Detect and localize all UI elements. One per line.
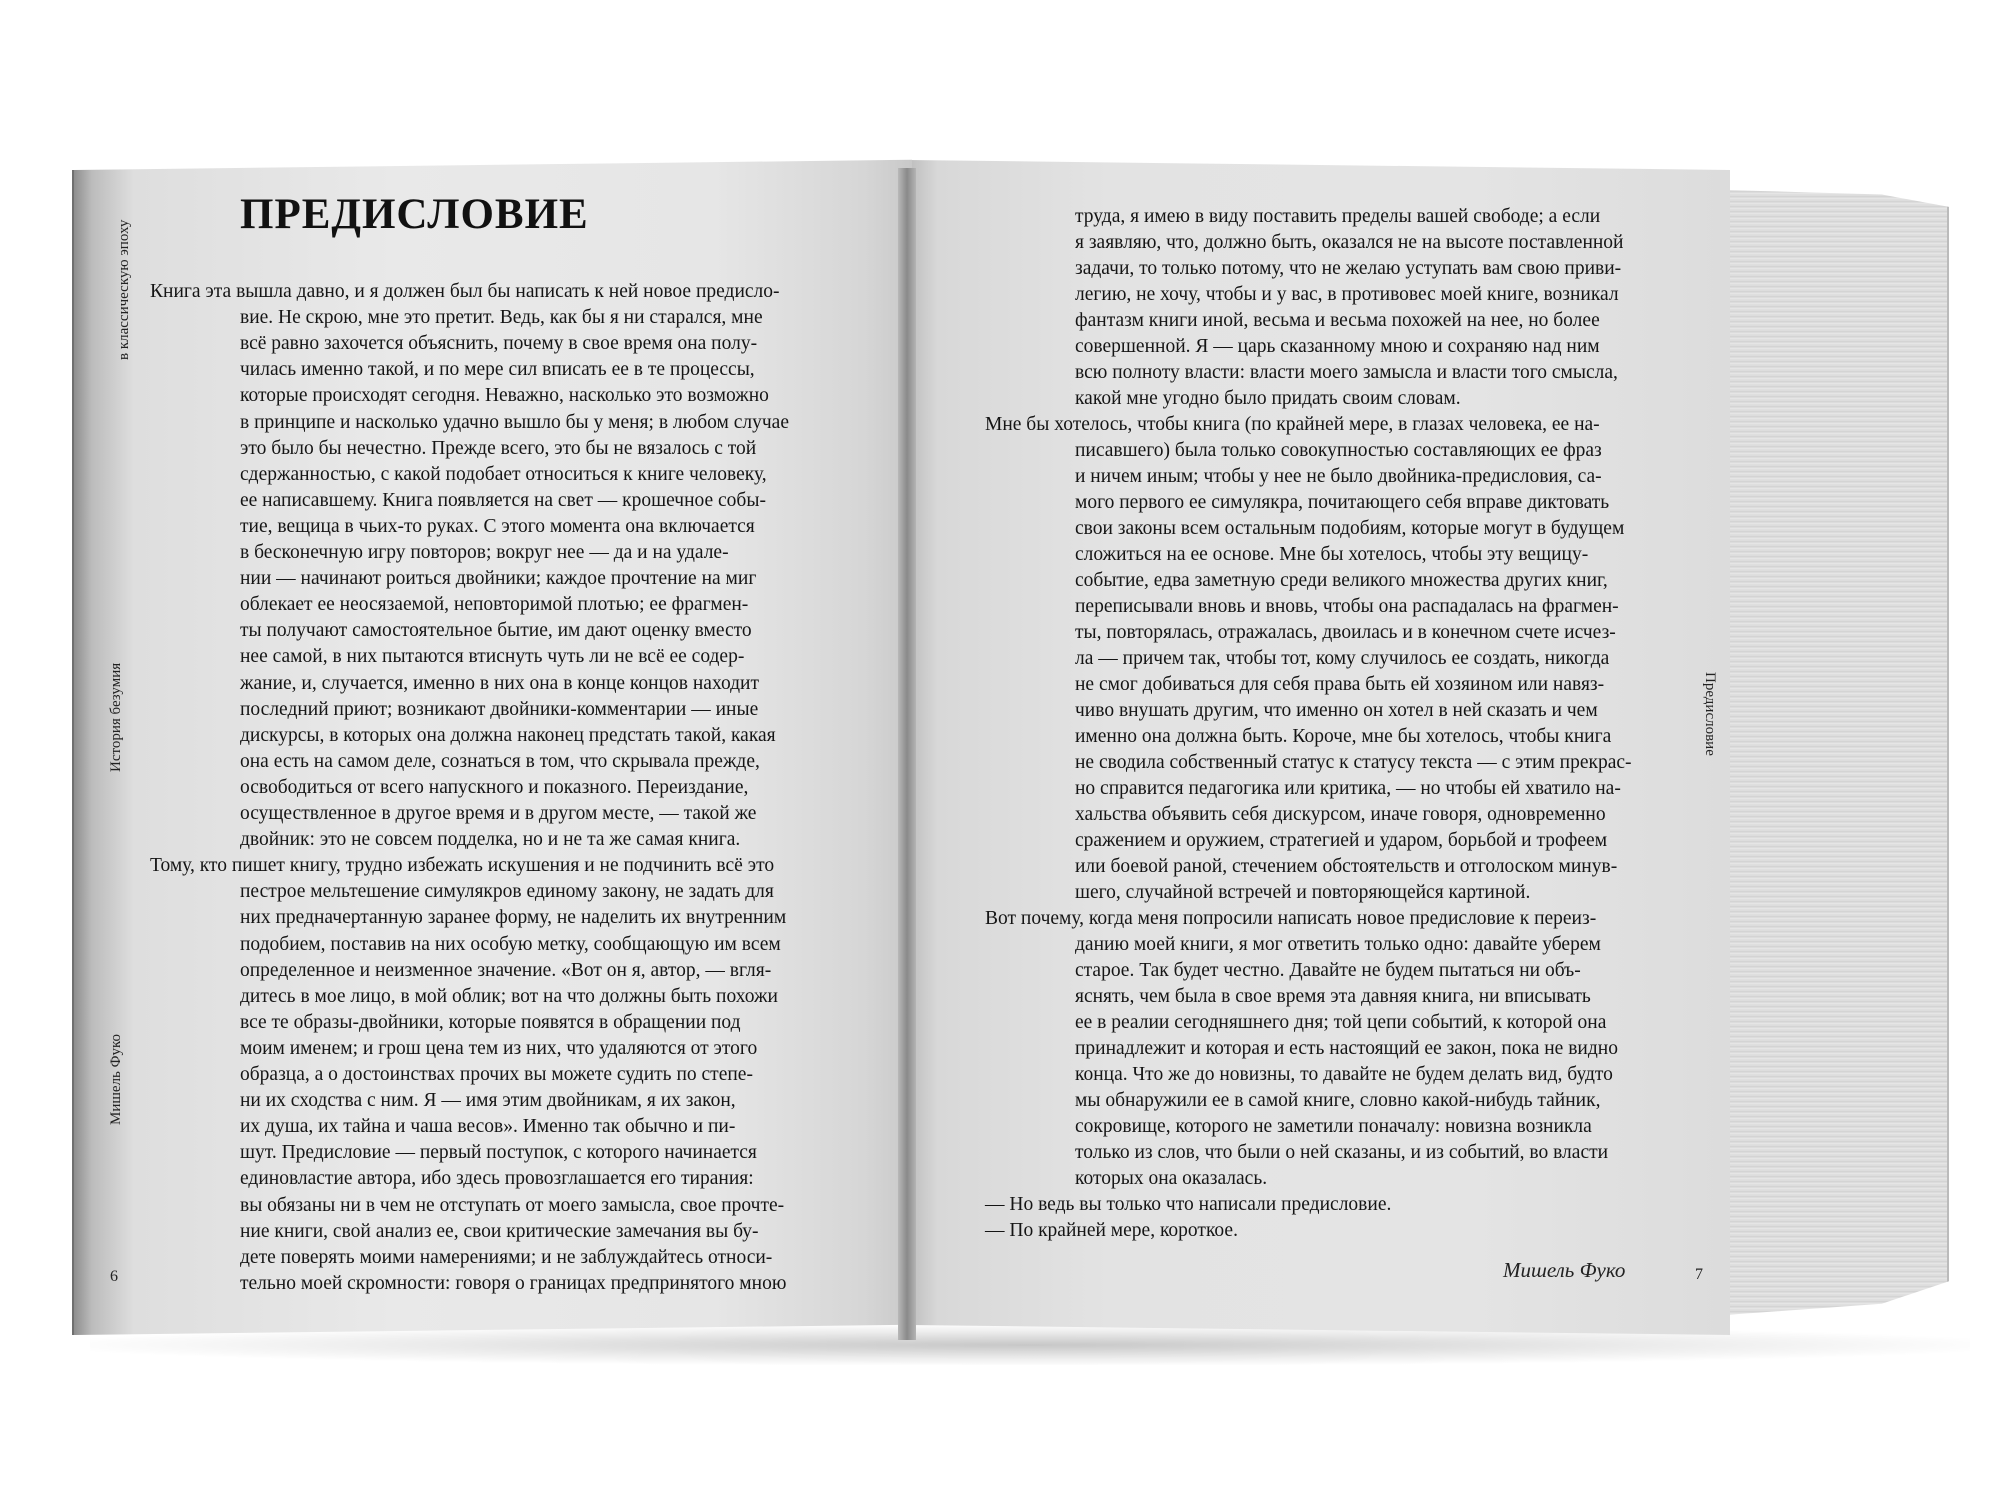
right-text-line: принадлежит и которая и есть настоящий ее закон, пока не видно — [1075, 1038, 1618, 1059]
right-text-line: только из слов, что были о ней сказаны, и из событий, во власти — [1075, 1142, 1609, 1163]
right-text-line: яснять, чем была в свое время эта давняя книга, ни вписывать — [1075, 986, 1591, 1007]
right-text-line: я заявляю, что, должно быть, оказался не на высоте поставленной — [1075, 232, 1624, 253]
right-text-line: переписывали вновь и вновь, чтобы она распадалась на фрагмен- — [1075, 596, 1619, 617]
right-text-line: конца. Что же до новизны, то давайте не будем делать вид, будто — [1075, 1064, 1613, 1085]
left-text-line: единовластие автора, ибо здесь провозглашается его тирания: — [240, 1168, 754, 1190]
right-text-line: легию, не хочу, чтобы и у вас, в противовес моей книге, возникал — [1075, 284, 1619, 305]
left-text-line: моим именем; и грош цена тем из них, что удаляются от этого — [240, 1037, 758, 1059]
left-text-line: образца, а о достоинствах прочих вы можете судить по степе- — [240, 1064, 753, 1085]
left-text-line: она есть на самом деле, сознаться в том, что скрывала прежде, — [240, 750, 760, 772]
left-text-line: это было бы нечестно. Прежде всего, это бы не вязалось с той — [240, 437, 757, 459]
left-text-line: шут. Предисловие — первый поступок, с которого начинается — [240, 1142, 757, 1164]
right-text-line: шего, случайной встречей и повторяющейся картиной. — [1075, 882, 1531, 903]
right-text-line: какой мне угодно было придать своим словам. — [1075, 388, 1461, 409]
right-text-line: которых она оказалась. — [1075, 1168, 1268, 1189]
left-text-line: в бесконечную игру повторов; вокруг нее — да и на удале- — [240, 542, 729, 563]
right-page-number: 7 — [1695, 1266, 1703, 1283]
right-text-line: старое. Так будет честно. Давайте не будем пытаться ни объ- — [1075, 960, 1581, 981]
right-text-line: ее в реалии сегодняшнего дня; той цепи событий, к которой она — [1075, 1012, 1607, 1033]
left-text-line: освободиться от всего напускного и показного. Переиздание, — [240, 776, 749, 798]
right-text-line: не сводила собственный статус к статусу текста — с этим прекрас- — [1075, 752, 1632, 773]
right-text-line: не смог добиваться для себя права быть ей хозяином или навяз- — [1075, 674, 1605, 695]
right-text-line: совершенной. Я — царь сказанному мною и сохраняю над ним — [1075, 336, 1600, 357]
right-text-line: писавшего) была только совокупностью составляющих ее фраз — [1075, 440, 1602, 461]
right-text-line: — Но ведь вы только что написали предисловие. — [985, 1194, 1392, 1215]
left-text-line: нее самой, в них пытаются втиснуть чуть ли не всё ее содер- — [240, 646, 745, 668]
left-text-line: них предначертанную заранее форму, не наделить их внутренним — [240, 907, 787, 929]
left-text-line: дете поверять моими намерениями; и не заблуждайтесь относи- — [240, 1246, 773, 1268]
left-text-line: последний приют; возникают двойники-комментарии — иные — [240, 698, 759, 720]
right-text-line: — По крайней мере, короткое. — [985, 1220, 1238, 1241]
running-head-title: История безумия — [108, 662, 124, 772]
left-text-line: которые происходят сегодня. Неважно, насколько это возможно — [240, 385, 769, 407]
right-text-line: именно она должна быть. Короче, мне бы хотелось, чтобы книга — [1075, 726, 1612, 747]
left-page-number: 6 — [110, 1268, 118, 1285]
right-text-line: и ничем иным; чтобы у нее не было двойника-предисловия, са- — [1075, 466, 1602, 487]
left-text-line: ние книги, свой анализ ее, свои критические замечания вы бу- — [240, 1220, 759, 1242]
left-text-line: сдержанностью, с какой подобает относиться к книге человеку, — [240, 463, 767, 485]
right-text-line: задачи, то только потому, что не желаю уступать вам свою приви- — [1075, 258, 1622, 279]
running-head-author: Мишель Фуко — [108, 1033, 124, 1125]
left-text-line: чилась именно такой, и по мере сил вписать ее в те процессы, — [240, 359, 755, 381]
left-text-line: нии — начинают роиться двойники; каждое прочтение на миг — [240, 568, 757, 590]
left-text-line: вы обязаны ни в чем не отступать от моего замысла, свое прочте- — [240, 1194, 785, 1216]
left-text-line: ее написавшему. Книга появляется на свет — крошечное собы- — [240, 489, 766, 511]
left-text-line: двойник: это не совсем подделка, но и не та же самая книга. — [240, 829, 741, 851]
right-text-line: ла — причем так, чтобы тот, кому случилось ее создать, никогда — [1075, 648, 1610, 669]
left-text-line: их душа, их тайна и чаша весов». Именно так обычно и пи- — [240, 1116, 736, 1138]
left-text-line: дитесь в мое лицо, в мой облик; вот на что должны быть похожи — [240, 985, 778, 1007]
left-text-line: ни их сходства с ним. Я — имя этим двойникам, я их закон, — [240, 1090, 736, 1112]
right-text-line: ты, повторялась, отражалась, двоилась и в конечном счете исчез- — [1075, 622, 1616, 643]
left-text-line: Тому, кто пишет книгу, трудно избежать искушения и не подчинить всё это — [150, 855, 775, 877]
right-text-line: или боевой раной, стечением обстоятельств и отголоском минув- — [1075, 856, 1618, 877]
right-text-line: хальства объявить себя дискурсом, иначе говоря, одновременно — [1075, 804, 1606, 825]
right-text-line: фантазм книги иной, весьма и весьма похожей на нее, но более — [1075, 310, 1600, 331]
left-text-line: все те образы-двойники, которые появятся в обращении под — [240, 1011, 741, 1033]
left-text-line: Книга эта вышла давно, и я должен был бы написать к ней новое предисло- — [150, 281, 780, 302]
right-text-line: сложиться на ее основе. Мне бы хотелось, чтобы эту вещицу- — [1075, 544, 1589, 565]
right-text-line: Мне бы хотелось, чтобы книга (по крайней мере, в глазах человека, ее на- — [985, 414, 1600, 435]
right-text-line: Вот почему, когда меня попросили написать новое предисловие к переиз- — [985, 908, 1597, 929]
author-signature: Мишель Фуко — [1503, 1258, 1626, 1282]
right-text-line: свои законы всем остальным подобиям, которые могут в будущем — [1075, 518, 1625, 539]
left-text-line: всё равно захочется объяснить, почему в свое время она полу- — [240, 333, 758, 355]
right-text-line: мого первого ее симулякра, почитающего себя вправе диктовать — [1075, 492, 1610, 513]
right-text-line: событие, едва заметную среди великого множества других книг, — [1075, 570, 1608, 591]
left-text-line: подобием, поставив на них особую метку, сообщающую им всем — [240, 933, 781, 955]
left-text-line: пестрое мельтешение симулякров единому закону, не задать для — [240, 881, 774, 903]
left-text-line: осуществленное в другое время и в другом месте, — такой же — [240, 803, 757, 824]
right-text-line: сокровище, которого не заметили поначалу: новизна возникла — [1075, 1116, 1592, 1137]
left-text-line: тие, вещица в чьих-то руках. С этого момента она включается — [240, 515, 755, 537]
left-text-line: в принципе и насколько удачно вышло бы у меня; в любом случае — [240, 411, 789, 433]
right-text-line: всю полноту власти: власти моего замысла и власти того смысла, — [1075, 362, 1618, 383]
page-edges — [1725, 190, 1949, 1315]
right-text-line: но справится педагогика или критика, — но чтобы ей хватило на- — [1075, 778, 1621, 799]
left-text-line: облекает ее неосязаемой, неповторимой плотью; ее фрагмен- — [240, 594, 749, 616]
right-text-line: чиво внушать другим, что именно он хотел в ней сказать и чем — [1075, 700, 1598, 721]
right-text-line: сражением и оружием, стратегией и ударом, борьбой и трофеем — [1075, 830, 1608, 851]
left-text-line: тельно моей скромности: говоря о границах предпринятого мною — [240, 1272, 787, 1294]
left-text-line: дискурсы, в которых она должна наконец предстать такой, какая — [240, 724, 776, 746]
page-title: ПРЕДИСЛОВИЕ — [240, 191, 589, 238]
right-text-line: труда, я имею в виду поставить пределы вашей свободе; а если — [1075, 206, 1601, 227]
right-text-line: мы обнаружили ее в самой книге, словно какой-нибудь тайник, — [1075, 1090, 1601, 1111]
left-text-line: ты получают самостоятельное бытие, им дают оценку вместо — [240, 620, 752, 642]
book-gutter — [898, 168, 916, 1340]
running-head-subtitle: в классическую эпоху — [116, 219, 132, 360]
running-head-right: Предисловие — [1702, 672, 1718, 756]
left-text-line: вие. Не скрою, мне это претит. Ведь, как бы я ни старался, мне — [240, 307, 763, 329]
left-text-line: жание, и, случается, именно в них она в конце концов находит — [240, 672, 760, 694]
right-text-line: данию моей книги, я мог ответить только одно: давайте уберем — [1075, 934, 1601, 955]
left-text-line: определенное и неизменное значение. «Вот он я, автор, — вгля- — [240, 959, 772, 981]
